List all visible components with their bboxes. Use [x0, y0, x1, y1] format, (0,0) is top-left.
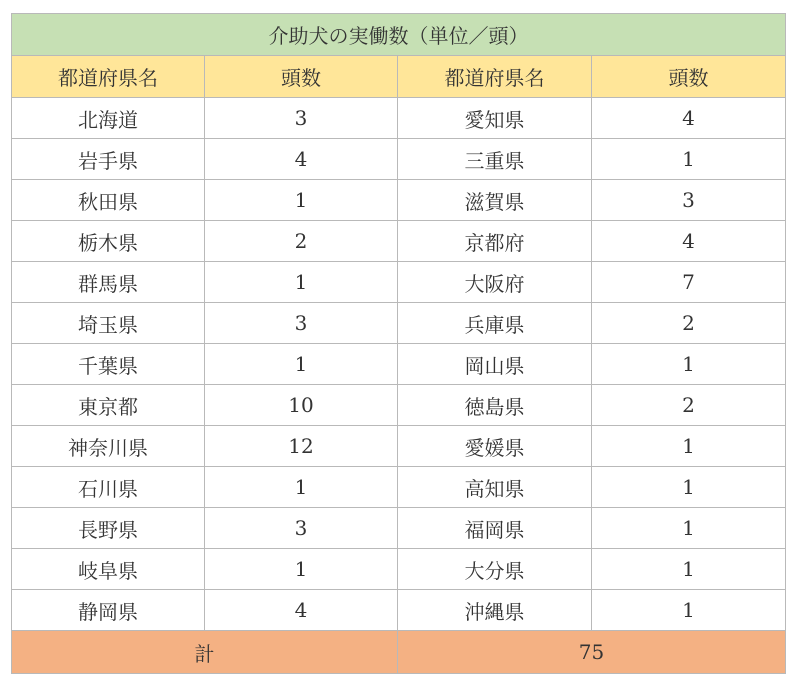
table-row [12, 98, 786, 139]
cell-count-right: 1 [592, 508, 786, 549]
cell-prefecture-left: 群馬県 [12, 262, 205, 303]
cell-count-right: 4 [592, 98, 786, 139]
header-count-right: 頭数 [592, 56, 786, 98]
header-count-left: 頭数 [205, 56, 398, 98]
cell-count-left: 2 [205, 221, 398, 262]
cell-prefecture-left: 北海道 [12, 98, 205, 139]
total-row [12, 631, 786, 674]
cell-prefecture-right: 岡山県 [398, 344, 592, 385]
header-prefecture-right: 都道府県名 [398, 56, 592, 98]
cell-prefecture-right: 兵庫県 [398, 303, 592, 344]
cell-count-left: 1 [205, 180, 398, 221]
cell-count-right: 2 [592, 385, 786, 426]
cell-count-left: 3 [205, 303, 398, 344]
cell-count-left: 3 [205, 508, 398, 549]
cell-count-left: 1 [205, 549, 398, 590]
cell-prefecture-right: 福岡県 [398, 508, 592, 549]
title-row [12, 14, 786, 56]
cell-count-right: 4 [592, 221, 786, 262]
cell-prefecture-right: 大分県 [398, 549, 592, 590]
cell-count-right: 2 [592, 303, 786, 344]
cell-prefecture-right: 大阪府 [398, 262, 592, 303]
cell-prefecture-left: 秋田県 [12, 180, 205, 221]
cell-count-right: 7 [592, 262, 786, 303]
table-title: 介助犬の実働数（単位／頭） [12, 14, 786, 56]
cell-count-left: 3 [205, 98, 398, 139]
cell-count-right: 1 [592, 467, 786, 508]
cell-count-left: 12 [205, 426, 398, 467]
cell-prefecture-left: 栃木県 [12, 221, 205, 262]
cell-prefecture-right: 三重県 [398, 139, 592, 180]
cell-prefecture-left: 石川県 [12, 467, 205, 508]
cell-count-left: 1 [205, 467, 398, 508]
cell-prefecture-right: 愛知県 [398, 98, 592, 139]
cell-count-right: 3 [592, 180, 786, 221]
cell-count-right: 1 [592, 549, 786, 590]
table-row [12, 344, 786, 385]
cell-count-right: 1 [592, 344, 786, 385]
table-row [12, 508, 786, 549]
cell-prefecture-left: 東京都 [12, 385, 205, 426]
table-row [12, 303, 786, 344]
cell-prefecture-right: 滋賀県 [398, 180, 592, 221]
table-row [12, 139, 786, 180]
cell-prefecture-right: 京都府 [398, 221, 592, 262]
total-label: 計 [12, 631, 398, 674]
table-row [12, 180, 786, 221]
header-row [12, 56, 786, 98]
cell-count-right: 1 [592, 590, 786, 631]
cell-count-left: 4 [205, 590, 398, 631]
total-value: 75 [398, 631, 786, 674]
cell-prefecture-left: 静岡県 [12, 590, 205, 631]
cell-prefecture-right: 沖縄県 [398, 590, 592, 631]
cell-prefecture-left: 神奈川県 [12, 426, 205, 467]
cell-prefecture-left: 長野県 [12, 508, 205, 549]
table-row [12, 262, 786, 303]
guide-dog-table [11, 13, 786, 674]
cell-prefecture-right: 愛媛県 [398, 426, 592, 467]
cell-count-left: 1 [205, 344, 398, 385]
cell-prefecture-left: 岐阜県 [12, 549, 205, 590]
cell-count-left: 1 [205, 262, 398, 303]
cell-count-right: 1 [592, 426, 786, 467]
table-row [12, 549, 786, 590]
cell-count-left: 10 [205, 385, 398, 426]
table-row [12, 467, 786, 508]
cell-count-right: 1 [592, 139, 786, 180]
table-row [12, 385, 786, 426]
cell-prefecture-left: 千葉県 [12, 344, 205, 385]
table-row [12, 590, 786, 631]
table-row [12, 221, 786, 262]
cell-prefecture-left: 岩手県 [12, 139, 205, 180]
table-row [12, 426, 786, 467]
cell-prefecture-right: 徳島県 [398, 385, 592, 426]
cell-prefecture-left: 埼玉県 [12, 303, 205, 344]
cell-count-left: 4 [205, 139, 398, 180]
cell-prefecture-right: 高知県 [398, 467, 592, 508]
header-prefecture-left: 都道府県名 [12, 56, 205, 98]
